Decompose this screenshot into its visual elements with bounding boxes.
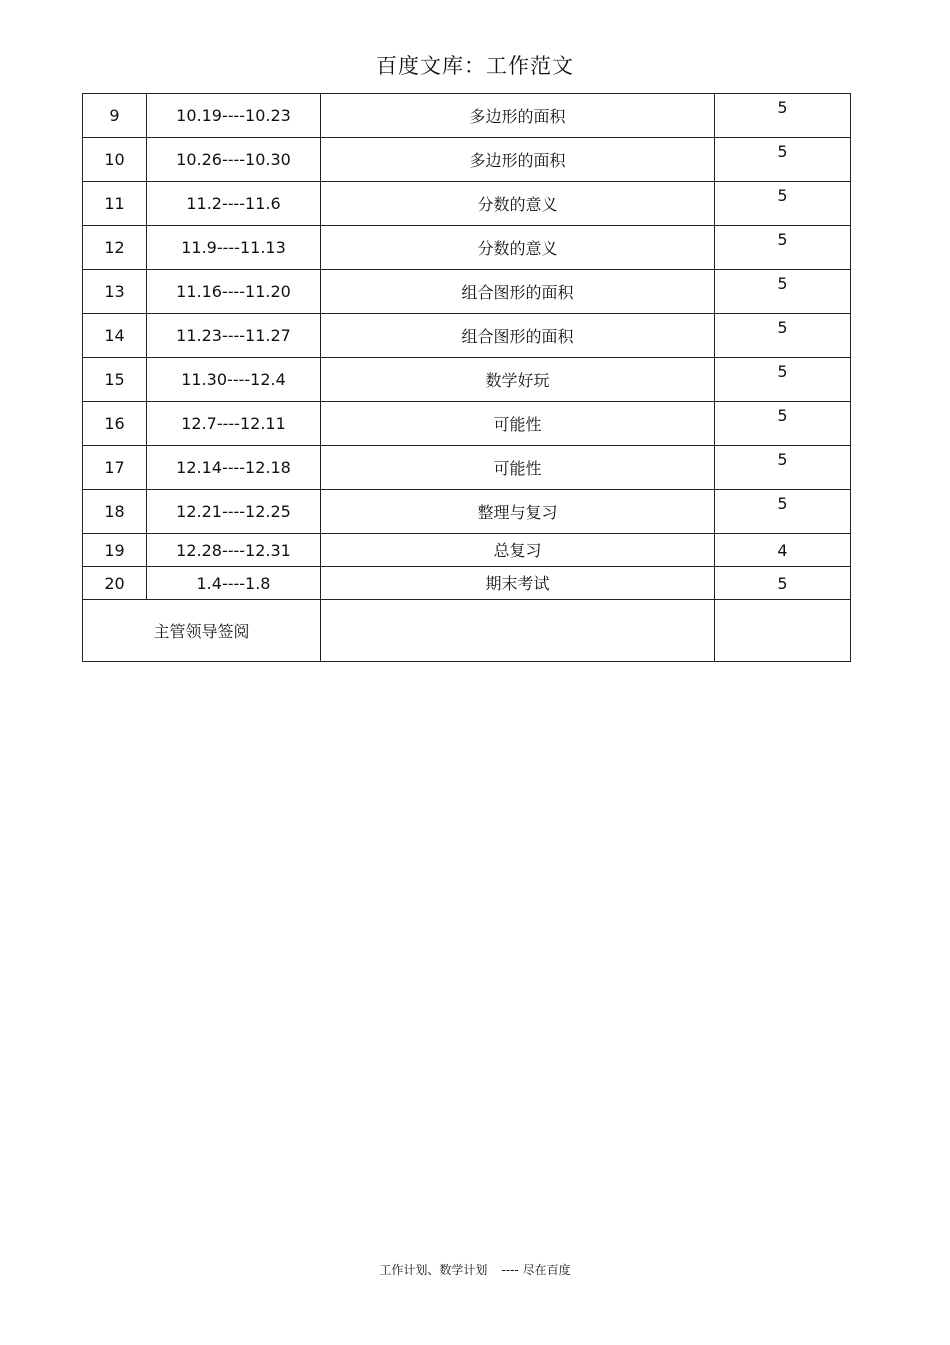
content-cell: 多边形的面积 — [321, 94, 715, 138]
week-cell: 9 — [83, 94, 147, 138]
signature-extra-cell — [715, 600, 851, 662]
table-row — [83, 314, 851, 358]
table-row — [83, 138, 851, 182]
week-cell: 14 — [83, 314, 147, 358]
page-footer — [0, 1261, 950, 1278]
table-row — [83, 94, 851, 138]
week-cell: 20 — [83, 567, 147, 600]
table-row — [83, 534, 851, 567]
date-cell: 10.19----10.23 — [147, 94, 321, 138]
table-row — [83, 446, 851, 490]
hours-cell: 5 — [715, 138, 851, 182]
content-cell: 整理与复习 — [321, 490, 715, 534]
footer-right-text: ---- 尽在百度 — [501, 1263, 571, 1277]
date-cell: 12.28----12.31 — [147, 534, 321, 567]
table-row — [83, 182, 851, 226]
hours-cell: 5 — [715, 270, 851, 314]
table-row — [83, 567, 851, 600]
date-cell: 11.16----11.20 — [147, 270, 321, 314]
date-cell: 11.9----11.13 — [147, 226, 321, 270]
date-cell: 11.2----11.6 — [147, 182, 321, 226]
content-cell: 组合图形的面积 — [321, 270, 715, 314]
signature-row — [83, 600, 851, 662]
date-cell: 12.21----12.25 — [147, 490, 321, 534]
date-cell: 12.7----12.11 — [147, 402, 321, 446]
date-cell: 1.4----1.8 — [147, 567, 321, 600]
content-cell: 可能性 — [321, 446, 715, 490]
hours-cell: 5 — [715, 490, 851, 534]
week-cell: 10 — [83, 138, 147, 182]
hours-cell: 5 — [715, 567, 851, 600]
hours-cell: 5 — [715, 446, 851, 490]
content-cell: 分数的意义 — [321, 226, 715, 270]
week-cell: 18 — [83, 490, 147, 534]
week-cell: 17 — [83, 446, 147, 490]
content-cell: 分数的意义 — [321, 182, 715, 226]
hours-cell: 4 — [715, 534, 851, 567]
hours-cell: 5 — [715, 182, 851, 226]
week-cell: 12 — [83, 226, 147, 270]
teaching-schedule-table — [82, 93, 851, 662]
date-cell: 10.26----10.30 — [147, 138, 321, 182]
content-cell: 组合图形的面积 — [321, 314, 715, 358]
date-cell: 12.14----12.18 — [147, 446, 321, 490]
content-cell: 可能性 — [321, 402, 715, 446]
week-cell: 15 — [83, 358, 147, 402]
page-title: 百度文库：工作范文 — [376, 54, 574, 78]
hours-cell: 5 — [715, 226, 851, 270]
footer-left-text: 工作计划、数学计划 — [379, 1263, 488, 1277]
hours-cell: 5 — [715, 402, 851, 446]
table-row — [83, 358, 851, 402]
hours-cell: 5 — [715, 94, 851, 138]
table-row — [83, 270, 851, 314]
content-cell: 多边形的面积 — [321, 138, 715, 182]
hours-cell: 5 — [715, 314, 851, 358]
week-cell: 19 — [83, 534, 147, 567]
week-cell: 16 — [83, 402, 147, 446]
content-cell: 总复习 — [321, 534, 715, 567]
signature-area — [321, 600, 715, 662]
week-cell: 11 — [83, 182, 147, 226]
date-cell: 11.23----11.27 — [147, 314, 321, 358]
table-row — [83, 226, 851, 270]
table-row — [83, 490, 851, 534]
week-cell: 13 — [83, 270, 147, 314]
date-cell: 11.30----12.4 — [147, 358, 321, 402]
content-cell: 数学好玩 — [321, 358, 715, 402]
hours-cell: 5 — [715, 358, 851, 402]
table-row — [83, 402, 851, 446]
content-cell: 期末考试 — [321, 567, 715, 600]
supervisor-sign-label: 主管领导签阅 — [83, 600, 321, 662]
